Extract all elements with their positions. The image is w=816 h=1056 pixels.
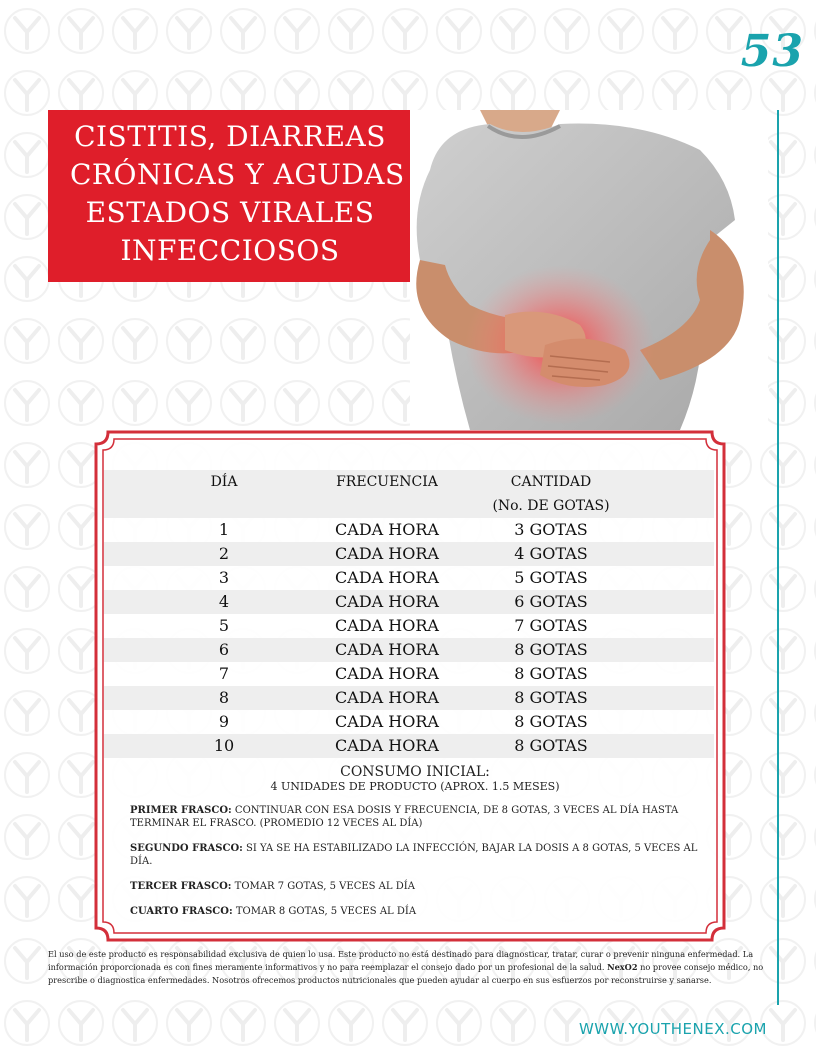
table-row — [104, 590, 714, 614]
cell-frequency: CADA HORA — [335, 688, 439, 707]
disclaimer — [48, 948, 772, 987]
table-row — [104, 566, 714, 590]
hero-photo-stomach-pain — [410, 110, 768, 430]
note-text: TOMAR 8 GOTAS, 5 VECES AL DÍA — [232, 906, 417, 917]
page-number: 53 — [740, 26, 804, 77]
cell-day: 6 — [218, 640, 230, 659]
website-link[interactable]: WWW.YOUTHENEX.COM — [578, 1020, 767, 1038]
cell-frequency: CADA HORA — [335, 712, 439, 731]
cell-quantity: 5 GOTAS — [514, 568, 588, 587]
note-label: TERCER FRASCO: — [130, 881, 232, 892]
table-row — [104, 710, 714, 734]
consumo-subtitle: 4 UNIDADES DE PRODUCTO (APROX. 1.5 MESES) — [270, 780, 560, 793]
hero-title-line: CRÓNICAS Y AGUDAS — [70, 158, 405, 191]
dosage-table — [104, 470, 714, 758]
cell-quantity: 8 GOTAS — [514, 688, 588, 707]
header-quantity: CANTIDAD — [510, 474, 592, 490]
cell-quantity: 3 GOTAS — [514, 520, 588, 539]
note-third-bottle — [130, 880, 700, 893]
note-label: PRIMER FRASCO: — [130, 805, 232, 816]
hero-title-line: INFECCIOSOS — [120, 234, 340, 267]
cell-quantity: 8 GOTAS — [514, 640, 588, 659]
note-label: CUARTO FRASCO: — [130, 906, 233, 917]
cell-frequency: CADA HORA — [335, 736, 439, 755]
cell-day: 3 — [218, 568, 230, 587]
cell-quantity: 8 GOTAS — [514, 664, 588, 683]
cell-day: 7 — [218, 664, 230, 683]
hero-title-line: CISTITIS, DIARREAS — [74, 120, 386, 153]
header-quantity-sub: (No. DE GOTAS) — [492, 498, 610, 514]
cell-frequency: CADA HORA — [335, 544, 439, 563]
disclaimer-text: no provee consejo médico, no prescribe o diagnostica enfermedades. Nosotros ofrecemos productos nutricionales que pueden ayudar al cuerpo en sus esfuerzos por reconstruirse y sanarse. — [48, 962, 764, 985]
cell-day: 2 — [218, 544, 230, 563]
table-row — [104, 542, 714, 566]
cell-quantity: 8 GOTAS — [514, 736, 588, 755]
note-second-bottle — [130, 842, 700, 868]
hero-title — [70, 118, 405, 270]
cell-day: 5 — [218, 616, 230, 635]
dosage-notes — [130, 764, 700, 918]
disclaimer-text: El uso de este producto es responsabilidad exclusiva de quien lo usa. Este producto no está destinado para diagnosticar, tratar, curar o prevenir ninguna enfermedad. La información proporcionada es con fines meramente informativos y no para reemplazar el consejo dado por un profesional de la salud. — [48, 949, 754, 972]
cell-day: 9 — [218, 712, 230, 731]
cell-quantity: 7 GOTAS — [514, 616, 588, 635]
note-text: TOMAR 7 GOTAS, 5 VECES AL DÍA — [231, 881, 415, 892]
cell-day: 8 — [218, 688, 230, 707]
consumo-title: CONSUMO INICIAL: — [340, 764, 490, 780]
note-first-bottle — [130, 804, 700, 830]
header-frequency: FRECUENCIA — [336, 474, 438, 490]
table-row — [104, 614, 714, 638]
cell-frequency: CADA HORA — [335, 568, 439, 587]
table-row — [104, 686, 714, 710]
header-day: DÍA — [210, 474, 238, 490]
table-row — [104, 638, 714, 662]
table-header-subrow — [104, 494, 714, 518]
right-divider — [777, 110, 779, 1005]
note-text: CONTINUAR CON ESA DOSIS Y FRECUENCIA, DE 8 GOTAS, 3 VECES AL DÍA HASTA TERMINAR EL FRASCO. (PROMEDIO 12 VECES AL DÍA) — [130, 805, 679, 829]
note-text: SI YA SE HA ESTABILIZADO LA INFECCIÓN, BAJAR LA DOSIS A 8 GOTAS, 5 VECES AL DÍA. — [130, 843, 698, 867]
table-row — [104, 662, 714, 686]
cell-frequency: CADA HORA — [335, 640, 439, 659]
note-fourth-bottle — [130, 905, 700, 918]
cell-frequency: CADA HORA — [335, 520, 439, 539]
cell-quantity: 6 GOTAS — [514, 592, 588, 611]
cell-quantity: 4 GOTAS — [514, 544, 588, 563]
cell-quantity: 8 GOTAS — [514, 712, 588, 731]
note-label: SEGUNDO FRASCO: — [130, 843, 243, 854]
table-row — [104, 734, 714, 758]
cell-day: 4 — [218, 592, 230, 611]
cell-frequency: CADA HORA — [335, 592, 439, 611]
table-header-row — [104, 470, 714, 494]
cell-frequency: CADA HORA — [335, 664, 439, 683]
cell-day: 10 — [213, 736, 235, 755]
hero-title-line: ESTADOS VIRALES — [85, 196, 375, 229]
cell-day: 1 — [218, 520, 230, 539]
table-row — [104, 518, 714, 542]
cell-frequency: CADA HORA — [335, 616, 439, 635]
disclaimer-brand: NexO2 — [607, 962, 638, 972]
